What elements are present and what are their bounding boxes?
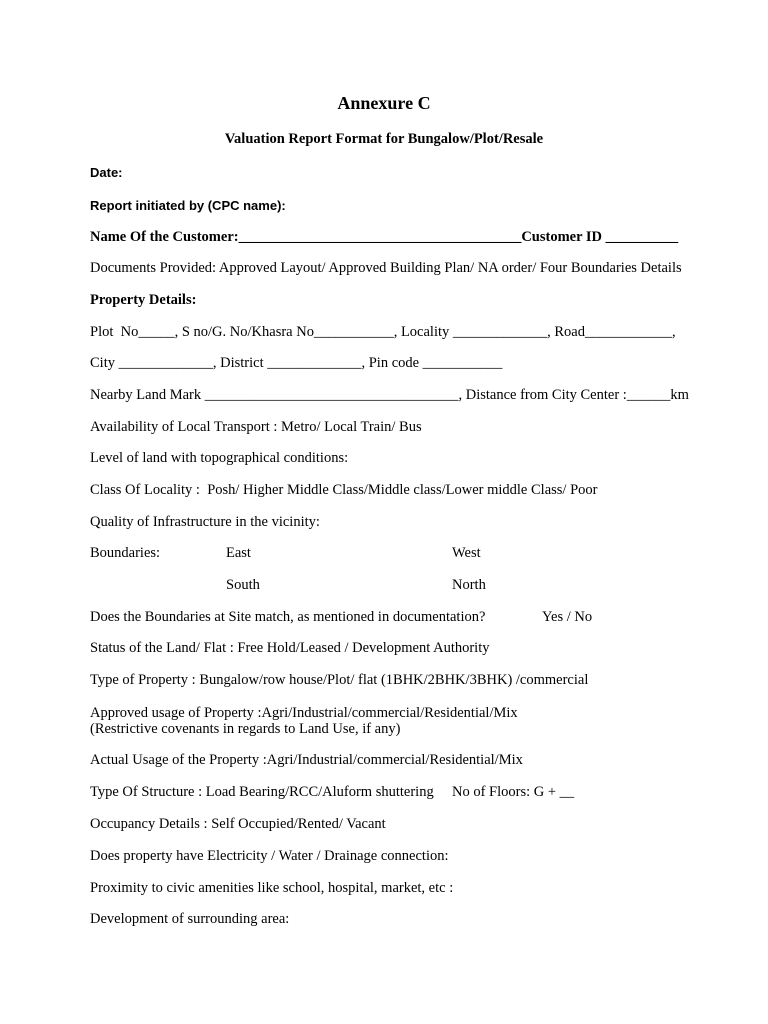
city-line: City _____________, District _____________, Pin code ___________ — [90, 355, 503, 371]
boundary-north: North — [452, 577, 486, 593]
occupancy-line: Occupancy Details : Self Occupied/Rented/ Vacant — [90, 816, 386, 832]
infrastructure-line: Quality of Infrastructure in the vicinity: — [90, 514, 320, 530]
boundary-east: East — [226, 545, 251, 561]
boundaries-match-line: Does the Boundaries at Site match, as mentioned in documentation? — [90, 609, 486, 625]
documents-line: Documents Provided: Approved Layout/ Approved Building Plan/ NA order/ Four Boundaries Details — [90, 260, 682, 276]
transport-line: Availability of Local Transport : Metro/ Local Train/ Bus — [90, 419, 422, 435]
approved-usage-line: Approved usage of Property :Agri/Industrial/commercial/Residential/Mix — [90, 705, 518, 721]
page-title: Annexure C — [337, 93, 431, 113]
utilities-line: Does property have Electricity / Water / Drainage connection: — [90, 848, 449, 864]
report-initiated-label: Report initiated by (CPC name): — [90, 198, 286, 213]
boundary-west: West — [452, 545, 481, 561]
date-label: Date: — [90, 165, 123, 180]
boundaries-label: Boundaries: — [90, 545, 161, 561]
no-of-floors-line: No of Floors: G + __ — [452, 784, 575, 800]
class-of-locality-line: Class Of Locality : Posh/ Higher Middle Class/Middle class/Lower middle Class/ Poor — [90, 482, 598, 498]
yes-no-option: Yes / No — [542, 609, 593, 625]
customer-name-line: Name Of the Customer:_______________________________________Customer ID __________ — [90, 229, 679, 245]
plot-line: Plot No_____, S no/G. No/Khasra No___________, Locality _____________, Road____________, — [90, 324, 676, 340]
type-of-property-line: Type of Property : Bungalow/row house/Plot/ flat (1BHK/2BHK/3BHK) /commercial — [90, 672, 589, 688]
restrictive-covenants-line: (Restrictive covenants in regards to Land Use, if any) — [90, 721, 401, 737]
status-of-land-line: Status of the Land/ Flat : Free Hold/Leased / Development Authority — [90, 640, 490, 656]
type-of-structure-line: Type Of Structure : Load Bearing/RCC/Aluform shuttering — [90, 784, 434, 800]
development-line: Development of surrounding area: — [90, 911, 290, 927]
page-subtitle: Valuation Report Format for Bungalow/Plot/Resale — [224, 131, 544, 147]
landmark-line: Nearby Land Mark ___________________________________, Distance from City Center :______km — [90, 387, 689, 403]
boundary-south: South — [226, 577, 260, 593]
level-of-land-line: Level of land with topographical conditions: — [90, 450, 349, 466]
property-details-heading: Property Details: — [90, 292, 197, 308]
actual-usage-line: Actual Usage of the Property :Agri/Industrial/commercial/Residential/Mix — [90, 752, 523, 768]
proximity-line: Proximity to civic amenities like school, hospital, market, etc : — [90, 880, 454, 896]
